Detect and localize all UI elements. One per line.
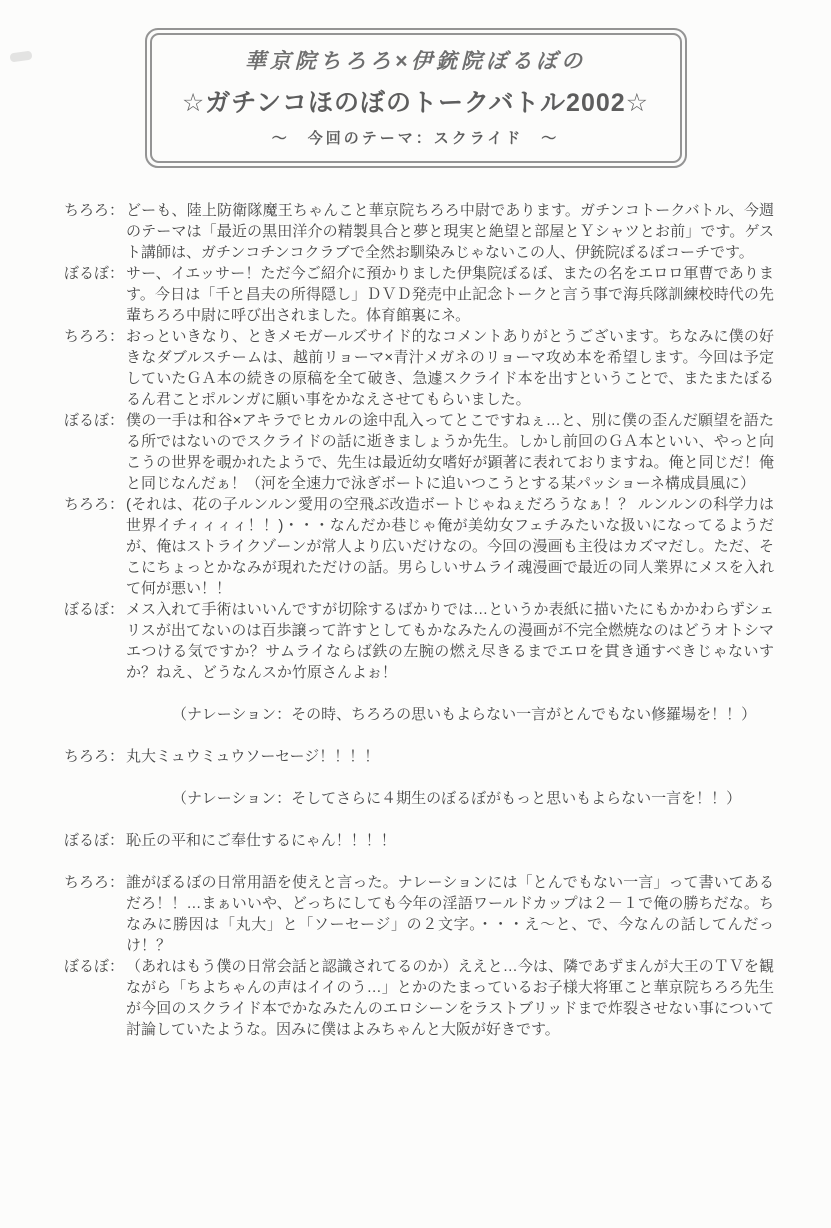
dialogue-entry [64, 956, 774, 1040]
dialogue-entry [64, 494, 774, 599]
page-title: ☆ガチンコほのぼのトークバトル2002☆ [181, 89, 650, 118]
dialogue-transcript [64, 200, 774, 1040]
dialogue-entry [64, 830, 774, 851]
speaker-label: ぼるぼ： [64, 600, 125, 618]
dialogue-entry [64, 599, 774, 683]
speaker-label: ちろろ： [64, 747, 125, 765]
authors-line: 華京院ちろろ×伊銃院ぼるぼの [244, 50, 587, 73]
dialogue-text: メス入れて手術はいいんですが切除するばかりでは…というか表紙に描いたにもかかわらずシェリスが出てないのは百歩譲って許すとしてもかなみたんの漫画が不完全燃焼なのはどうオトシマエつける気ですか？サムライならば鉄の左腕の燃え尽きるまでエロを貫き通すべきじゃないすか？ねえ、どうなんスか竹原さんよぉ！ [126, 600, 774, 681]
narration-text: （ナレーション：そしてさらに４期生のぼるぼがもっと思いもよらない一言を！！） [172, 789, 742, 807]
dialogue-text: （あれはもう僕の日常会話と認識されてるのか）ええと…今は、隣であずまんが大王のＴＶを観ながら「ちよちゃんの声はイイのう…」とかのたまっているお子様大将軍こと華京院ちろろ先生が今回のスクライド本でかなみたんのエロシーンをラストブリッドまで炸裂させない事について討論していたような。因みに僕はよみちゃんと大阪が好きです。 [126, 957, 774, 1038]
dialogue-entry [64, 200, 774, 263]
speaker-label: ちろろ： [64, 201, 125, 219]
dialogue-text: 誰がぼるぼの日常用語を使えと言った。ナレーションには「とんでもない一言」って書いてあるだろ！！…まぁいいや、どっちにしても今年の淫語ワールドカップは２－１で俺の勝ちだな。ちなみに勝因は「丸大」と「ソーセージ」の２文字。・・・え〜と、で、今なんの話してんだっけ！？ [126, 873, 774, 954]
title-box [145, 28, 687, 168]
speaker-label: ぼるぼ： [64, 831, 125, 849]
scan-artifact [9, 51, 32, 63]
dialogue-text: サー、イエッサー！ただ今ご紹介に預かりました伊集院ぼるぼ、またの名をエロロ軍曹であります。今日は「千と昌夫の所得隠し」ＤＶＤ発売中止記念トークと言う事で海兵隊訓練校時代の先輩ちろろ中尉に呼び出されました。体育館裏にネ。 [126, 264, 774, 324]
dialogue-text: (それは、花の子ルンルン愛用の空飛ぶ改造ボートじゃねぇだろうなぁ！？ ルンルンの科学力は世界イチィィィィ！！)・・・なんだか巷じゃ俺が美幼女フェチみたいな扱いになってるようだが、俺はストライクゾーンが常人より広いだけなの。今回の漫画も主役はカズマだし。ただ、そこにちょっとかなみが現れただけの話。男らしいサムライ魂漫画で最近の同人業界にメスを入れて何が悪い！！ [126, 495, 774, 597]
dialogue-text: どーも、陸上防衛隊魔王ちゃんこと華京院ちろろ中尉であります。ガチンコトークバトル、今週のテーマは「最近の黒田洋介の精製具合と夢と現実と絶望と部屋とＹシャツとお前」です。ゲスト講師は、ガチンコチンコクラブで全然お馴染みじゃないこの人、伊銃院ぼるぼコーチです。 [126, 201, 774, 261]
dialogue-entry [64, 326, 774, 410]
narration-entry [64, 704, 774, 725]
speaker-label: ぼるぼ： [64, 411, 125, 429]
speaker-label: ぼるぼ： [64, 957, 125, 975]
speaker-label: ちろろ： [64, 327, 125, 345]
narration-entry [64, 788, 774, 809]
dialogue-text: 丸大ミュウミュウソーセージ！！！！ [126, 747, 380, 765]
title-box-inner [150, 33, 682, 163]
dialogue-text: 僕の一手は和谷×アキラでヒカルの途中乱入ってとこですねぇ…と、別に僕の歪んだ願望を語たる所ではないのでスクライドの話に逝きましょうか先生。しかし前回のＧＡ本といい、やっと向こうの世界を覗かれたようで、先生は最近幼女嗜好が顕著に表れておりますね。俺と同じだ！俺と同じなんだぁ！（河を全速力で泳ぎボートに追いつこうとする某パッショーネ構成員風に） [126, 411, 774, 492]
dialogue-entry [64, 263, 774, 326]
speaker-label: ぼるぼ： [64, 264, 125, 282]
dialogue-entry [64, 746, 774, 767]
dialogue-text: 恥丘の平和にご奉仕するにゃん！！！！ [126, 831, 396, 849]
dialogue-entry [64, 872, 774, 956]
dialogue-entry [64, 410, 774, 494]
dialogue-text: おっといきなり、ときメモガールズサイド的なコメントありがとうございます。ちなみに僕の好きなダブルスチームは、越前リョーマ×青汁メガネのリョーマ攻め本を希望します。今回は予定していたＧＡ本の続きの原稿を全て破き、急遽スクライド本を出すということで、またまたぼるるん君ことポルンガに願い事をかなえさせてもらいました。 [126, 327, 774, 408]
speaker-label: ちろろ： [64, 873, 125, 891]
theme-line: 〜 今回のテーマ：スクライド 〜 [271, 129, 560, 147]
speaker-label: ちろろ： [64, 495, 125, 513]
narration-text: （ナレーション：その時、ちろろの思いもよらない一言がとんでもない修羅場を！！） [172, 705, 757, 723]
